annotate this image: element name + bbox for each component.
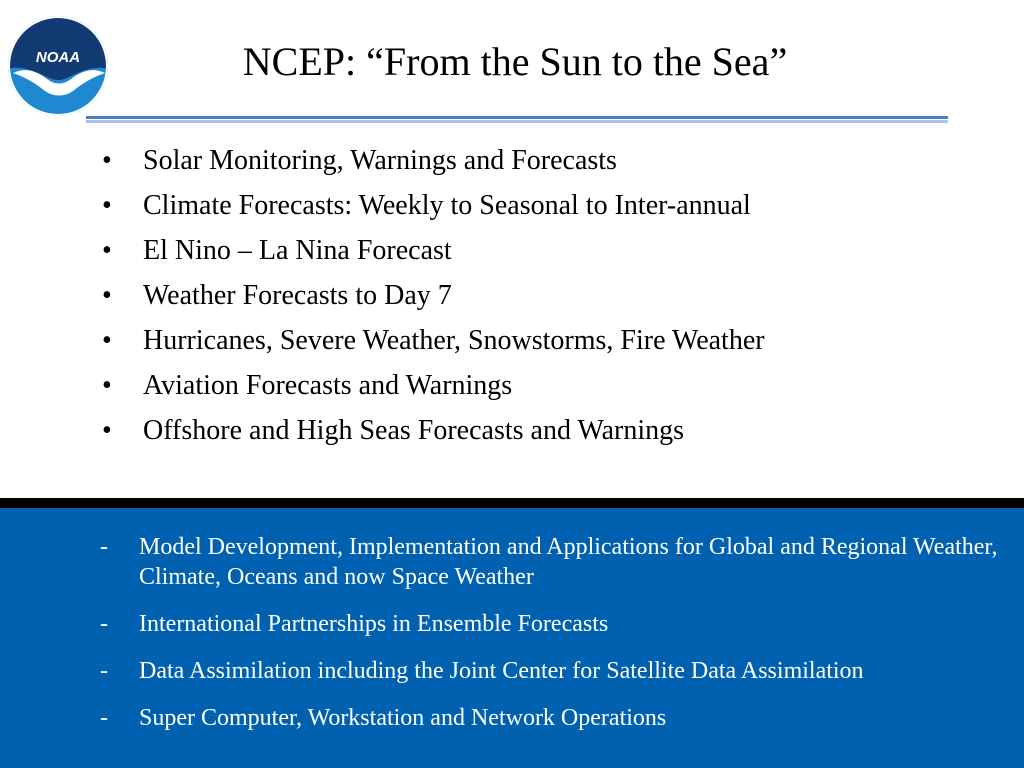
panel-item-text: Data Assimilation including the Joint Center for Satellite Data Assimilation <box>139 658 864 684</box>
bullet-item <box>100 138 765 183</box>
bullet-item <box>100 228 765 273</box>
panel-item <box>0 609 1024 639</box>
title-divider-line-light <box>86 120 948 123</box>
logo-text: NOAA <box>35 49 81 66</box>
panel-list <box>0 532 1024 750</box>
bullet-item <box>100 408 765 453</box>
panel-item-text: Model Development, Implementation and Applications for Global and Regional Weather, Climate, Oceans and now Space Weather <box>139 534 998 590</box>
bullet-list <box>100 138 765 453</box>
panel-item-text: International Partnerships in Ensemble Forecasts <box>139 611 609 637</box>
bullet-marker: • <box>102 280 112 311</box>
bullet-text: Aviation Forecasts and Warnings <box>143 370 513 401</box>
title-divider-line-dark <box>86 116 948 119</box>
panel-item-text: Super Computer, Workstation and Network Operations <box>139 705 667 731</box>
slide-title: NCEP: “From the Sun to the Sea” <box>242 39 788 84</box>
bullet-item <box>100 183 765 228</box>
bullet-text: El Nino – La Nina Forecast <box>143 235 452 266</box>
dash-marker: - <box>100 611 108 637</box>
bullet-text: Weather Forecasts to Day 7 <box>143 280 452 311</box>
title-divider <box>86 116 948 123</box>
bullet-marker: • <box>102 415 112 446</box>
dash-marker: - <box>100 705 108 731</box>
bullet-marker: • <box>102 325 112 356</box>
dash-marker: - <box>100 658 108 684</box>
dash-marker: - <box>100 534 108 560</box>
bullet-item <box>100 363 765 408</box>
bullet-text: Solar Monitoring, Warnings and Forecasts <box>143 145 617 176</box>
bullet-marker: • <box>102 235 112 266</box>
bullet-text: Climate Forecasts: Weekly to Seasonal to Inter-annual <box>143 190 751 221</box>
bullet-marker: • <box>102 145 112 176</box>
bullet-item <box>100 318 765 363</box>
blue-info-panel <box>0 498 1024 768</box>
bullet-text: Offshore and High Seas Forecasts and Warnings <box>143 415 685 446</box>
bullet-text: Hurricanes, Severe Weather, Snowstorms, Fire Weather <box>143 325 765 356</box>
panel-item <box>0 703 1024 733</box>
panel-item <box>0 532 1024 592</box>
bullet-marker: • <box>102 370 112 401</box>
noaa-logo-icon <box>7 15 109 117</box>
bullet-item <box>100 273 765 318</box>
bullet-marker: • <box>102 190 112 221</box>
panel-item <box>0 656 1024 686</box>
